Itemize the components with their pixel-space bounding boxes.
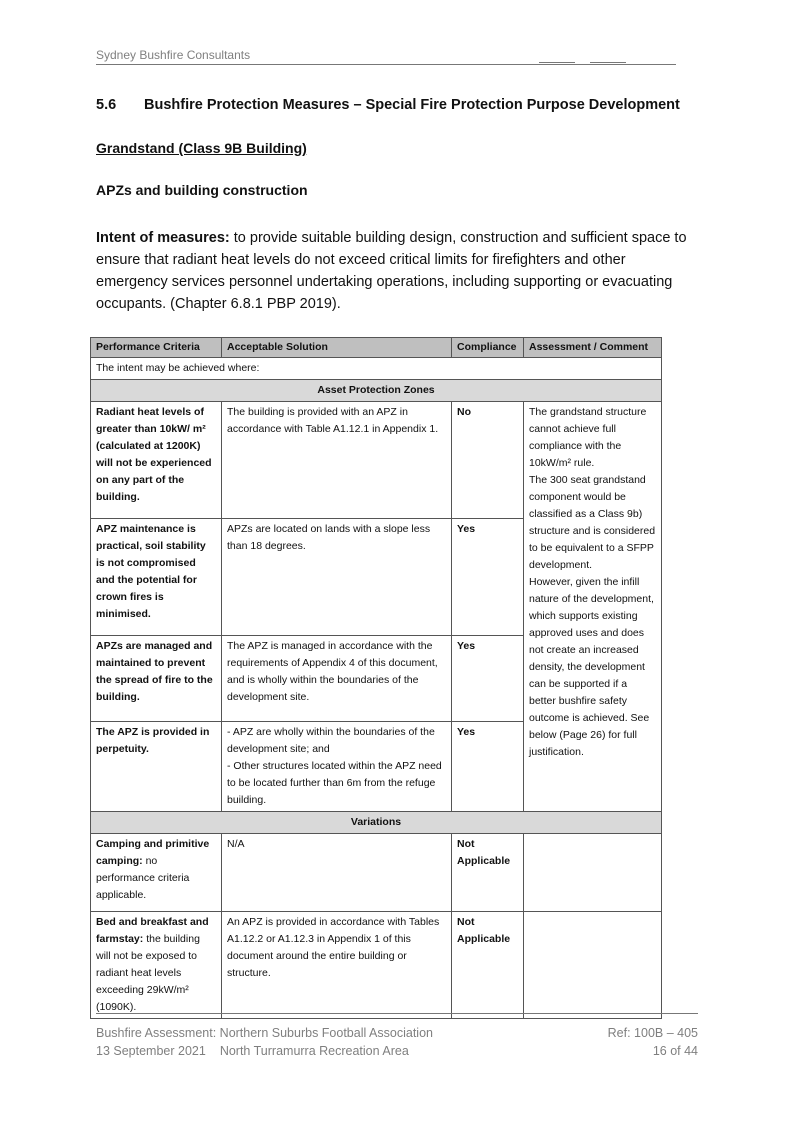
comment-paragraph: The 300 seat grandstand component would be classified as a Class 9b) structure and is considered to be equivalent to a SFPP development. (529, 474, 656, 571)
solution-cell: APZs are located on lands with a slope less than 18 degrees. (222, 519, 452, 636)
criteria-cell: APZ maintenance is practical, soil stability is not compromised and the potential for crown fires is minimised. (91, 519, 222, 636)
footer-ref: Ref: 100B – 405 (607, 1026, 698, 1040)
page-header (96, 48, 676, 65)
criteria-bold: Bed and breakfast and farmstay: (96, 916, 209, 945)
header-rule-segment (590, 62, 626, 63)
criteria-cell: Radiant heat levels of greater than 10kW/ m² (calculated at 1200K) will not be experienced on any part of the building. (91, 402, 222, 519)
section-title: Bushfire Protection Measures – Special Fire Protection Purpose Development (144, 97, 680, 113)
comment-cell (524, 834, 662, 912)
footer-location: North Turramurra Recreation Area (219, 1044, 409, 1058)
intent-row-text: The intent may be achieved where: (91, 358, 662, 380)
comment-cell (524, 912, 662, 1019)
intent-text: to provide suitable building design, construction and sufficient space to ensure that radiant heat levels do not exceed critical limits for firefighters and other emergency services personnel undertaking operations, including supporting or evacuating occupants. (Chapter 6.8.1 PBP 2019). (96, 230, 687, 312)
solution-cell: An APZ is provided in accordance with Tables A1.12.2 or A1.12.3 in Appendix 1 of this document around the entire building or structure. (222, 912, 452, 1019)
company-name: Sydney Bushfire Consultants (96, 48, 251, 62)
table-row (91, 912, 662, 1019)
group-heading-apz: Asset Protection Zones (91, 380, 662, 402)
footer-title: Bushfire Assessment: Northern Suburbs Football Association (96, 1026, 433, 1040)
criteria-text: the building will not be exposed to radiant heat levels exceeding 29kW/m² (1090K). (96, 933, 200, 1013)
criteria-cell: The APZ is provided in perpetuity. (91, 722, 222, 812)
group-heading-variations: Variations (91, 812, 662, 834)
compliance-cell: Yes (452, 519, 524, 636)
compliance-cell: No (452, 402, 524, 519)
compliance-cell: Yes (452, 722, 524, 812)
comment-paragraph: However, given the infill nature of the development, which supports existing approved uses and does not create an increased density, the development can be supported if a better bushfire safety outcome is achieved. See below (Page 26) for full justification. (529, 576, 654, 758)
header-compliance: Compliance (452, 338, 524, 358)
comment-paragraph: The grandstand structure cannot achieve full compliance with the 10kW/m² rule. (529, 406, 647, 469)
assessment-comment-cell (524, 402, 662, 812)
compliance-cell: Not Applicable (452, 834, 524, 912)
criteria-cell: APZs are managed and maintained to prevent the spread of fire to the building. (91, 636, 222, 722)
criteria-cell (91, 834, 222, 912)
footer-date: 13 September 2021 (96, 1044, 206, 1058)
header-acceptable-solution: Acceptable Solution (222, 338, 452, 358)
topic-subheading: APZs and building construction (96, 182, 308, 198)
intent-paragraph (96, 227, 701, 315)
header-assessment-comment: Assessment / Comment (524, 338, 662, 358)
intent-row (91, 358, 662, 380)
criteria-text: no performance criteria applicable. (96, 855, 190, 901)
building-subheading: Grandstand (Class 9B Building) (96, 140, 307, 156)
solution-line: - Other structures located within the APZ need to be located further than 6m from the refuge building. (227, 760, 442, 806)
group-row-apz (91, 380, 662, 402)
compliance-cell: Yes (452, 636, 524, 722)
section-number: 5.6 (96, 97, 117, 113)
table-header-row (91, 338, 662, 358)
header-performance-criteria: Performance Criteria (91, 338, 222, 358)
header-rule-segment (539, 62, 575, 63)
solution-cell (222, 722, 452, 812)
table-row (91, 834, 662, 912)
group-row-variations (91, 812, 662, 834)
solution-cell: The building is provided with an APZ in accordance with Table A1.12.1 in Appendix 1. (222, 402, 452, 519)
page-footer (96, 1013, 698, 1062)
compliance-table (90, 337, 662, 1019)
solution-cell: N/A (222, 834, 452, 912)
criteria-cell (91, 912, 222, 1019)
solution-line: - APZ are wholly within the boundaries of the development site; and (227, 726, 435, 755)
compliance-cell: Not Applicable (452, 912, 524, 1019)
criteria-bold: Camping and primitive camping: (96, 838, 210, 867)
table-row (91, 402, 662, 519)
solution-cell: The APZ is managed in accordance with the requirements of Appendix 4 of this document, and is wholly within the boundaries of the development site. (222, 636, 452, 722)
section-heading (96, 97, 680, 113)
page-number: 16 of 44 (652, 1044, 698, 1058)
intent-label: Intent of measures: (96, 230, 230, 246)
